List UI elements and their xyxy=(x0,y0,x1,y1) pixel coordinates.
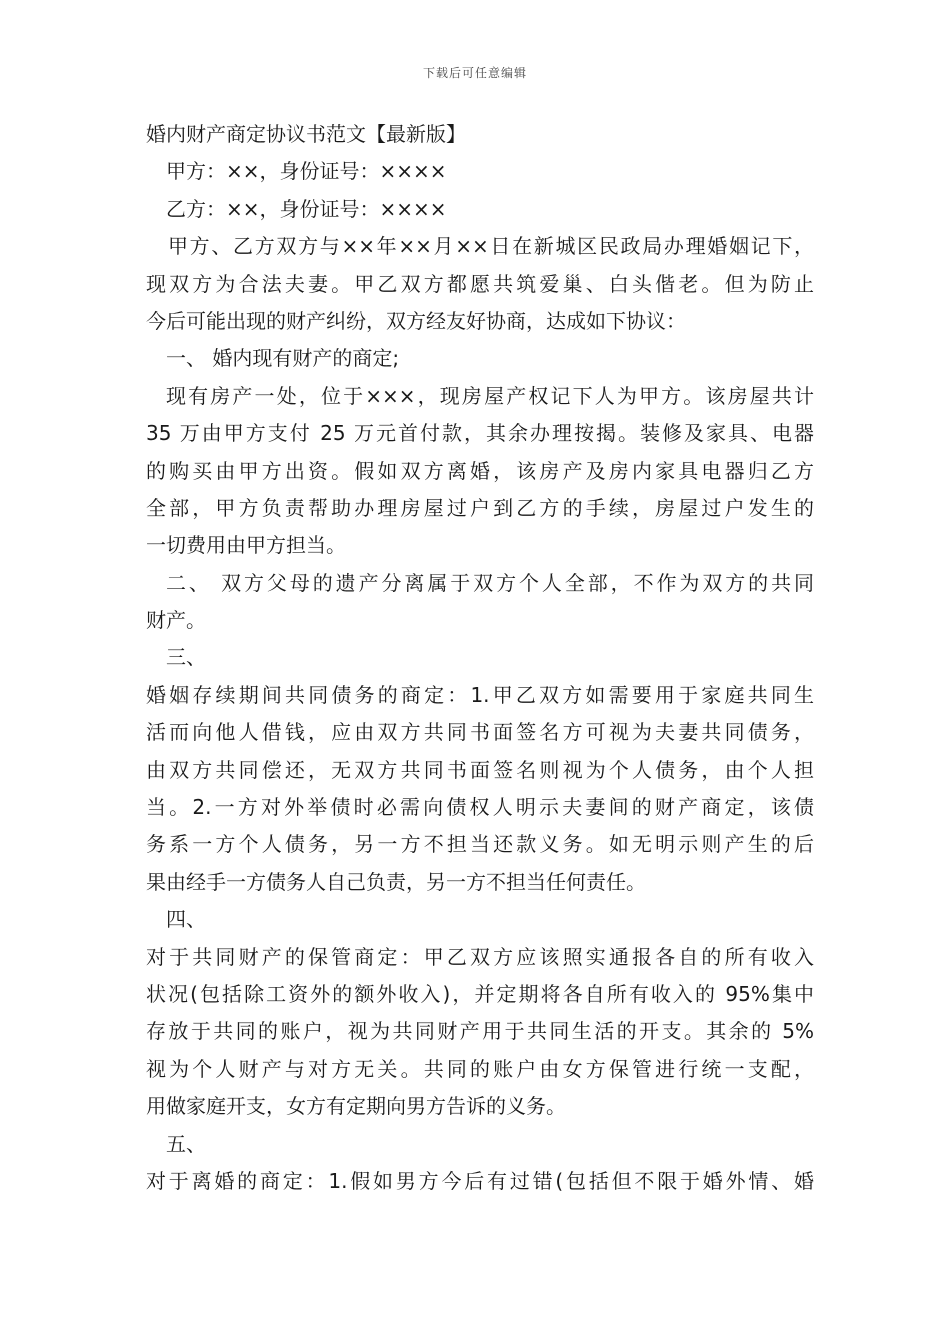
section-heading-1: 一、 婚内现有财产的商定; xyxy=(166,346,400,371)
paragraph-line: 存放于共同的账户，视为共同财产用于共同生活的开支。其余的 5% xyxy=(146,1019,814,1044)
paragraph-line: 对于离婚的商定：1.假如男方今后有过错(包括但不限于婚外情、婚 xyxy=(146,1168,814,1193)
paragraph-line: 用做家庭开支，女方有定期向男方告诉的义务。 xyxy=(146,1094,566,1119)
paragraph-line: 果由经手一方债务人自己负责，另一方不担当任何责任。 xyxy=(146,869,646,894)
section-heading-5: 五、 xyxy=(166,1131,206,1156)
section-heading-3: 三、 xyxy=(166,645,206,670)
party-b-line: 乙方：××，身份证号：×××× xyxy=(166,196,447,221)
paragraph-line: 财产。 xyxy=(146,608,206,633)
paragraph-line: 状况(包括除工资外的额外收入)，并定期将各自所有收入的 95%集中 xyxy=(146,981,814,1006)
page-header-note: 下载后可任意编辑 xyxy=(422,66,527,80)
party-a-line: 甲方：××，身份证号：×××× xyxy=(166,159,447,184)
paragraph-line: 35 万由甲方支付 25 万元首付款，其余办理按揭。装修及家具、电器 xyxy=(146,421,814,446)
document-body xyxy=(146,116,814,1200)
paragraph-line: 对于共同财产的保管商定：甲乙双方应该照实通报各自的所有收入 xyxy=(146,944,814,969)
section-heading-2: 二、 双方父母的遗产分离属于双方个人全部，不作为双方的共同 xyxy=(166,570,814,595)
paragraph-line: 现有房产一处，位于×××，现房屋产权记下人为甲方。该房屋共计 xyxy=(166,383,814,408)
paragraph-line: 甲方、乙方双方与××年××月××日在新城区民政局办理婚姻记下， xyxy=(168,234,814,259)
paragraph-line: 活而向他人借钱，应由双方共同书面签名方可视为夫妻共同债务， xyxy=(146,720,814,745)
paragraph-line: 由双方共同偿还，无双方共同书面签名则视为个人债务，由个人担 xyxy=(146,757,814,782)
paragraph-line: 当。2.一方对外举债时必需向债权人明示夫妻间的财产商定，该债 xyxy=(146,795,814,820)
paragraph-line: 务系一方个人债务，另一方不担当还款义务。如无明示则产生的后 xyxy=(146,832,814,857)
paragraph-line: 今后可能出现的财产纠纷，双方经友好协商，达成如下协议： xyxy=(146,308,686,333)
paragraph-line: 视为个人财产与对方无关。共同的账户由女方保管进行统一支配， xyxy=(146,1056,814,1081)
document-title: 婚内财产商定协议书范文【最新版】 xyxy=(146,122,466,146)
paragraph-line: 全部，甲方负责帮助办理房屋过户到乙方的手续，房屋过户发生的 xyxy=(146,495,814,520)
paragraph-line: 现双方为合法夫妻。甲乙双方都愿共筑爱巢、白头偕老。但为防止 xyxy=(146,271,814,296)
paragraph-line: 的购买由甲方出资。假如双方离婚，该房产及房内家具电器归乙方 xyxy=(146,458,814,483)
paragraph-line: 婚姻存续期间共同债务的商定：1.甲乙双方如需要用于家庭共同生 xyxy=(146,682,814,707)
paragraph-line: 一切费用由甲方担当。 xyxy=(146,533,346,558)
section-heading-4: 四、 xyxy=(166,907,206,932)
